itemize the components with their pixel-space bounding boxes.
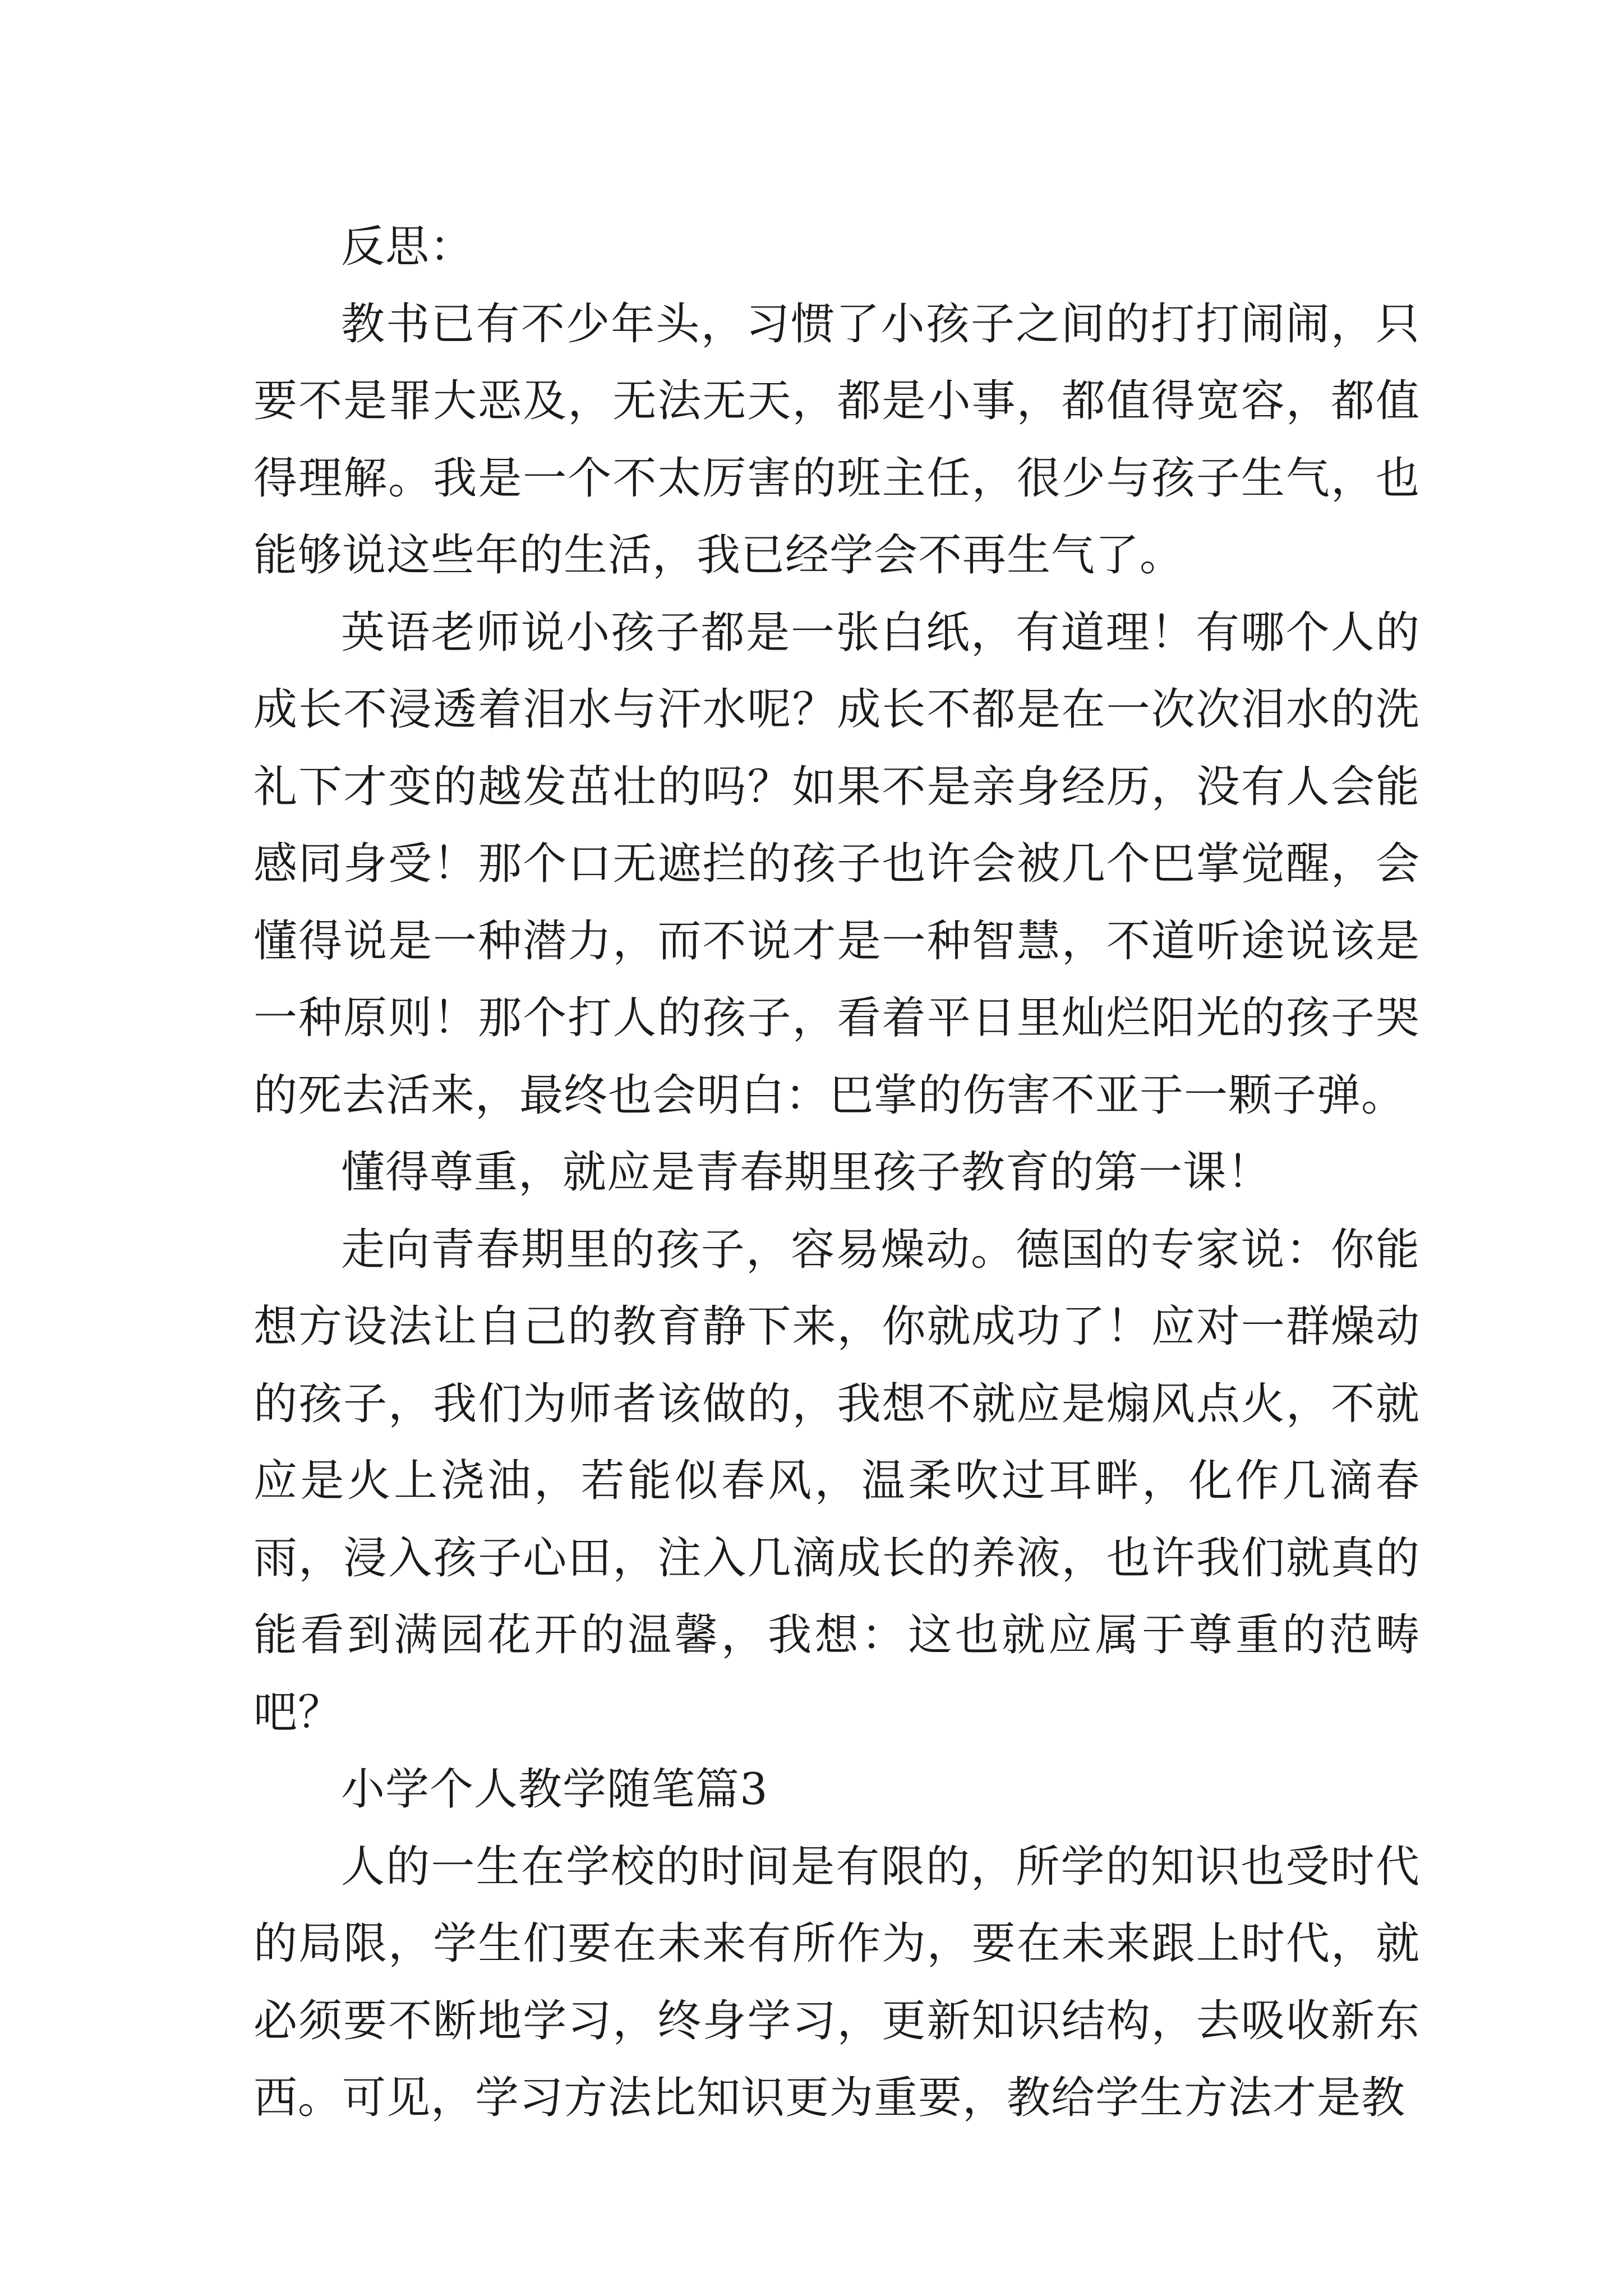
- paragraph-teaching-tolerance: 教书已有不少年头，习惯了小孩子之间的打打闹闹，只要不是罪大恶及，无法无天，都是小事，都值得宽容，都值得理解。我是一个不太厉害的班主任，很少与孩子生气，也能够说这些年的生活，我已经学会不再生气了。: [253, 298, 1420, 581]
- paragraph-adolescence-calm: 走向青春期里的孩子，容易燥动。德国的专家说：你能想方设法让自己的教育静下来，你就成功了！应对一群燥动的孩子，我们为师者该做的，我想不就应是煽风点火，不就应是火上浇油，若能似春风，温柔吹过耳畔，化作几滴春雨，浸入孩子心田，注入几滴成长的养液，也许我们就真的能看到满园花开的温馨，我想：这也就应属于尊重的范畴吧？: [253, 1224, 1420, 1738]
- paragraph-respect-first-lesson: 懂得尊重，就应是青春期里孩子教育的第一课！: [341, 1147, 1272, 1198]
- paragraph-lifelong-learning: 人的一生在学校的时间是有限的，所学的知识也受时代的局限，学生们要在未来有所作为，要在未来跟上时代，就必须要不断地学习，终身学习，更新知识结构，去吸收新东西。可见，学习方法比知识更为重要，教给学生方法才是教: [253, 1841, 1420, 2123]
- paragraph-reflection-heading: 反思：: [341, 222, 474, 272]
- document-body: [253, 209, 1420, 2137]
- section-heading-essay-3: 小学个人教学随笔篇3: [341, 1764, 768, 1815]
- paragraph-growth-tears: 英语老师说小孩子都是一张白纸，有道理！有哪个人的成长不浸透着泪水与汗水呢？成长不都是在一次次泪水的洗礼下才变的越发茁壮的吗？如果不是亲身经历，没有人会能感同身受！那个口无遮拦的孩子也许会被几个巴掌觉醒，会懂得说是一种潜力，而不说才是一种智慧，不道听途说该是一种原则！那个打人的孩子，看着平日里灿烂阳光的孩子哭的死去活来，最终也会明白：巴掌的伤害不亚于一颗子弹。: [253, 607, 1420, 1121]
